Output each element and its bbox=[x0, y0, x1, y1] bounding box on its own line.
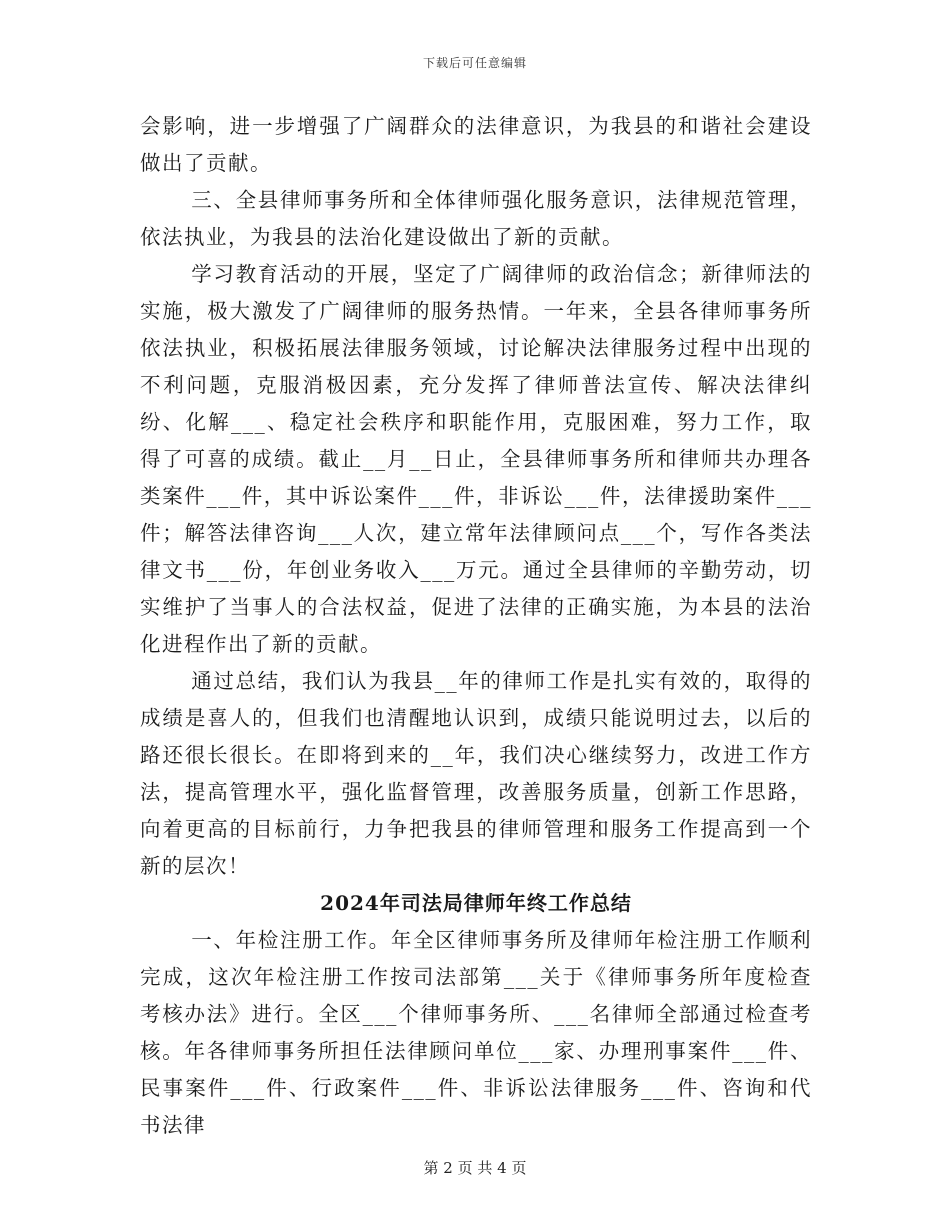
paragraph-annual-inspection: 一、年检注册工作。年全区律师事务所及律师年检注册工作顺利完成，这次年检注册工作按司法部第___关于《律师事务所年度检查考核办法》进行。全区___个律师事务所、___名律师全部通过检查考核。年各律师事务所担任法律顾问单位___家、办理刑事案件___件、民事案件___件、行政案件___件、非诉讼法律服务___件、咨询和代书法律 bbox=[140, 928, 812, 1137]
document-body bbox=[140, 108, 812, 1144]
page-header: 下载后可任意编辑 bbox=[422, 56, 527, 70]
paragraph-conclusion: 通过总结，我们认为我县__年的律师工作是扎实有效的，取得的成绩是喜人的，但我们也清醒地认识到，成绩只能说明过去，以后的路还很长很长。在即将到来的__年，我们决心继续努力，改进工作方法，提高管理水平，强化监督管理，改善服务质量，创新工作思路，向着更高的目标前行，力争把我县的律师管理和服务工作提高到一个新的层次！ bbox=[140, 669, 812, 878]
paragraph-achievements: 学习教育活动的开展，坚定了广阔律师的政治信念；新律师法的实施，极大激发了广阔律师的服务热情。一年来，全县各律师事务所依法执业，积极拓展法律服务领域，讨论解决法律服务过程中出现的不利问题，克服消极因素，充分发挥了律师普法宣传、解决法律纠纷、化解___、稳定社会秩序和职能作用，克服困难，努力工作，取得了可喜的成绩。截止__月__日止，全县律师事务所和律师共办理各类案件___件，其中诉讼案件___件，非诉讼___件，法律援助案件___件；解答法律咨询___人次，建立常年法律顾问点___个，写作各类法律文书___份，年创业务收入___万元。通过全县律师的辛勤劳动，切实维护了当事人的合法权益，促进了法律的正确实施，为本县的法治化进程作出了新的贡献。 bbox=[140, 262, 812, 656]
page-footer: 第 2 页 共 4 页 bbox=[423, 1159, 527, 1177]
section-title: 2024年司法局律师年终工作总结 bbox=[320, 891, 632, 915]
paragraph-continuation: 会影响，进一步增强了广阔群众的法律意识，为我县的和谐社会建设做出了贡献。 bbox=[140, 114, 812, 175]
paragraph-point-three: 三、全县律师事务所和全体律师强化服务意识，法律规范管理，依法执业，为我县的法治化建设做出了新的贡献。 bbox=[140, 188, 812, 249]
